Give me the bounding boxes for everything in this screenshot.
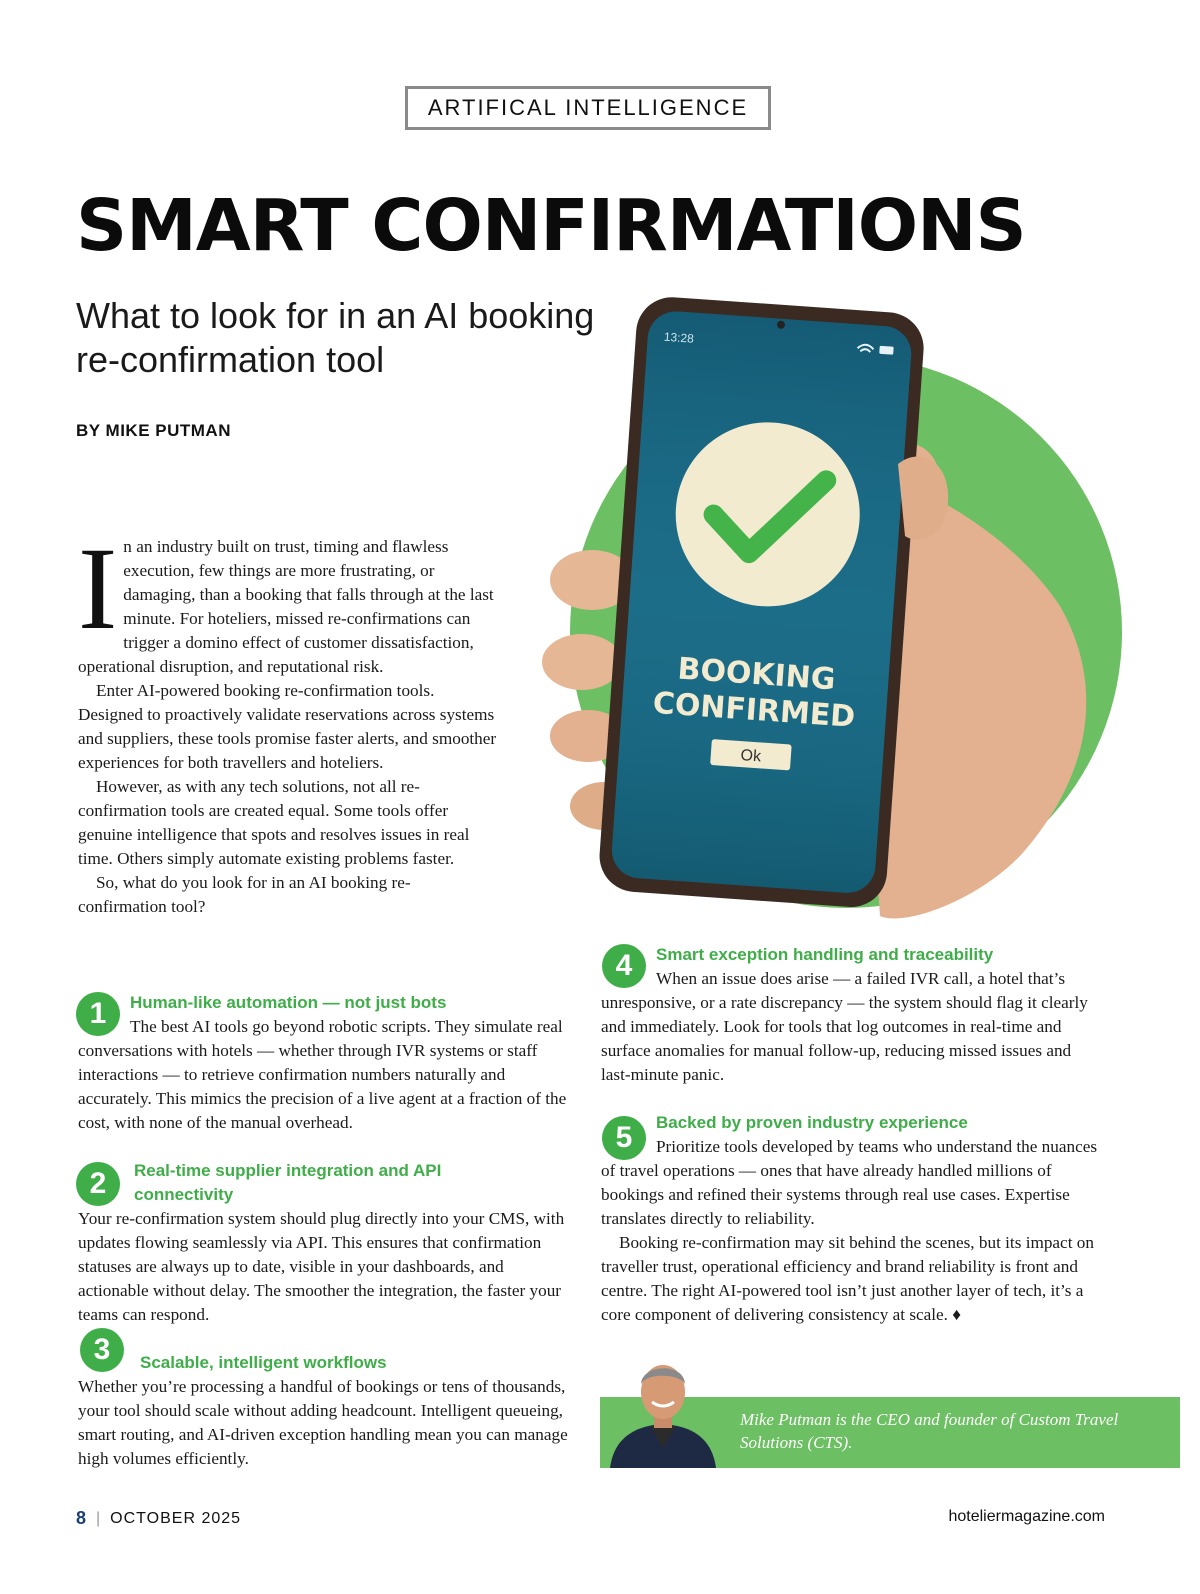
headline: SMART CONFIRMATIONS — [76, 184, 1026, 267]
point-5-body: Prioritize tools developed by teams who understand the nuances of travel operations — ones that have already handled millions of bookings and refined their systems through real use cases. Expertise translates directly to reliability. Booking re-confirmation may sit behind the scenes, but its impact on traveller trust, operational efficiency and brand reliability is front and centre. The right AI-powered tool isn’t just another layer of tech, it’s a core component of delivering consistency at scale. ♦ — [601, 1135, 1101, 1327]
closing-paragraph: Booking re-confirmation may sit behind the scenes, but its impact on traveller trust, operational efficiency and brand reliability is front and centre. The right AI-powered tool isn’t just another layer of tech, it’s a core component of delivering consistency at scale. ♦ — [601, 1233, 1094, 1324]
intro-paragraph-4: So, what do you look for in an AI booking re-confirmation tool? — [78, 873, 411, 916]
status-time: 13:28 — [663, 329, 695, 346]
point-3-title: Scalable, intelligent workflows — [140, 1353, 387, 1372]
point-5-title: Backed by proven industry experience — [656, 1113, 968, 1132]
intro-paragraph-3: However, as with any tech solutions, not all re-confirmation tools are created equal. Some tools offer genuine intelligence that spots and resolves issues in real time. Others simply automate existing problems faster. — [78, 777, 470, 868]
footer-left — [76, 1508, 241, 1529]
author-bio: Mike Putman is the CEO and founder of Custom Travel Solutions (CTS). — [740, 1410, 1119, 1452]
dek: What to look for in an AI booking re-confirmation tool — [76, 295, 595, 380]
screen-title-line1: BOOKING — [676, 651, 837, 698]
screen-title-line2: CONFIRMED — [651, 685, 857, 735]
page-number: 8 — [76, 1508, 87, 1528]
issue-date: OCTOBER 2025 — [110, 1509, 242, 1527]
point-1-number: 1 — [76, 992, 120, 1036]
point-5-number: 5 — [602, 1116, 646, 1160]
intro-text — [78, 523, 498, 919]
intro-paragraph-1: n an industry built on trust, timing and flawless execution, few things are more frustrating, or damaging, than a booking that falls through at the last minute. For hoteliers, missed re-confirmations can trigger a domino effect of customer dissatisfaction, operational disruption, and reputational risk. — [78, 537, 494, 676]
battery-icon — [879, 346, 894, 355]
point-2-title: Real-time supplier integration and API connectivity — [134, 1161, 442, 1204]
point-2-number: 2 — [76, 1162, 120, 1206]
point-1-title: Human-like automation — not just bots — [130, 993, 447, 1012]
ok-button-label: Ok — [740, 747, 762, 766]
point-4-number: 4 — [602, 944, 646, 988]
site-url: hoteliermagazine.com — [948, 1508, 1105, 1525]
author-photo — [600, 1356, 726, 1468]
point-3-number: 3 — [80, 1328, 124, 1372]
hero-phone-illustration — [500, 296, 1140, 936]
point-1-body: The best AI tools go beyond robotic scripts. They simulate real conversations with hotels — whether through IVR systems or staff interactions — to retrieve confirmation numbers naturally and accurately. This mimics the precision of a live agent at a fraction of the cost, with none of the manual overhead. — [78, 1017, 567, 1132]
point-4-body: When an issue does arise — a failed IVR call, a hotel that’s unresponsive, or a rate discrepancy — the system should flag it clearly and immediately. Look for tools that log outcomes in real-time and surface anomalies for manual follow-up, reducing missed issues and last-minute panic. — [601, 969, 1088, 1084]
point-4-title: Smart exception handling and traceability — [656, 945, 994, 964]
intro-paragraph-2: Enter AI-powered booking re-confirmation tools. Designed to proactively validate reservations across systems and suppliers, these tools promise faster alerts, and smoother experiences for both travellers and hoteliers. — [78, 681, 497, 772]
point-3-body: Whether you’re processing a handful of bookings or tens of thousands, your tool should scale without adding headcount. Intelligent queueing, smart routing, and AI-driven exception handling mean you can manage high volumes efficiently. — [78, 1377, 568, 1468]
footer-separator: | — [96, 1509, 101, 1527]
point-2-body: Your re-confirmation system should plug directly into your CMS, with updates flowing seamlessly via API. This ensures that confirmation statuses are always up to date, visible in your dashboards, and actionable without delay. The smoother the integration, the faster your teams can respond. — [78, 1209, 565, 1324]
byline: BY MIKE PUTMAN — [76, 421, 231, 440]
drop-cap: I — [78, 523, 118, 654]
section-label: ARTIFICAL INTELLIGENCE — [405, 86, 771, 130]
